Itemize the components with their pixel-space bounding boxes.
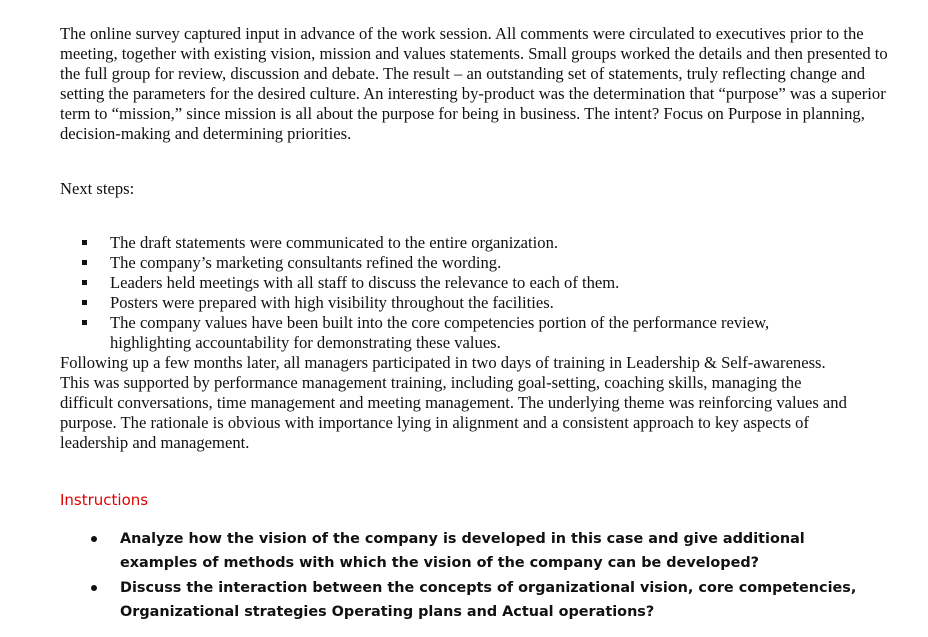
next-steps-heading: Next steps: bbox=[60, 179, 135, 198]
instruction-item bbox=[60, 527, 860, 575]
square-bullet-icon bbox=[82, 260, 87, 265]
list-item bbox=[60, 253, 840, 273]
list-item bbox=[60, 273, 840, 293]
list-item-text: The company values have been built into the core competencies portion of the performance review, highlighting accountability for demonstrating these values. bbox=[110, 313, 770, 352]
round-bullet-icon bbox=[91, 585, 97, 591]
square-bullet-icon bbox=[82, 240, 87, 245]
instruction-item bbox=[60, 576, 860, 624]
next-steps-list bbox=[60, 233, 840, 353]
square-bullet-icon bbox=[82, 300, 87, 305]
list-item-text: The draft statements were communicated to the entire organization. bbox=[110, 233, 559, 252]
list-item bbox=[60, 313, 840, 353]
instructions-heading: Instructions bbox=[60, 491, 149, 509]
square-bullet-icon bbox=[82, 320, 87, 325]
intro-paragraph: The online survey captured input in advance of the work session. All comments were circulated to executives prior to the meeting, together with existing vision, mission and values statements. Small groups worked the details and then presented to the full group for review, discussion and debate. The result – an outstanding set of statements, truly reflecting change and setting the parameters for the desired culture. An interesting by-product was the determination that “purpose” was a superior term to “mission,” since mission is all about the purpose for being in business. The intent? Focus on Purpose in planning, decision-making and determining priorities. bbox=[60, 24, 888, 143]
list-item bbox=[60, 233, 840, 253]
square-bullet-icon bbox=[82, 280, 87, 285]
list-item-text: The company’s marketing consultants refined the wording. bbox=[110, 253, 502, 272]
instructions-list bbox=[60, 527, 860, 625]
round-bullet-icon bbox=[91, 536, 97, 542]
followup-paragraph: Following up a few months later, all managers participated in two days of training in Leadership & Self-awareness. This was supported by performance management training, including goal-setting, coaching skills, managing the difficult conversations, time management and meeting management. The underlying theme was reinforcing values and purpose. The rationale is obvious with importance lying in alignment and a consistent approach to key aspects of leadership and management. bbox=[60, 353, 847, 452]
instruction-text: Discuss the interaction between the concepts of organizational vision, core competencies, Organizational strategies Operating plans and Actual operations? bbox=[120, 580, 857, 620]
list-item bbox=[60, 293, 840, 313]
instruction-text: Analyze how the vision of the company is developed in this case and give additional examples of methods with which the vision of the company can be developed? bbox=[120, 531, 805, 571]
list-item-text: Leaders held meetings with all staff to discuss the relevance to each of them. bbox=[110, 273, 620, 292]
list-item-text: Posters were prepared with high visibility throughout the facilities. bbox=[110, 293, 554, 312]
